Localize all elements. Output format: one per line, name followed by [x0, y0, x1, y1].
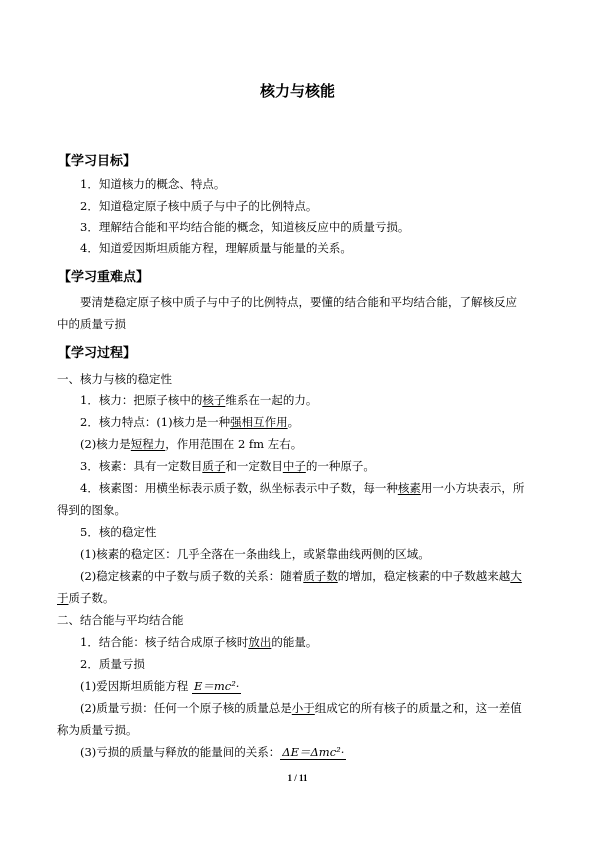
goal-item-3: 3．理解结合能和平均结合能的概念，知道核反应中的质量亏损。	[80, 220, 410, 234]
page-number: 1 / 11	[287, 773, 308, 783]
equation-e-mc2: E＝mc²·	[193, 679, 240, 693]
mass-defect-title: 2．质量亏损	[80, 657, 145, 671]
mass-defect-def: (2)质量亏损：任何一个原子核的质量总是小于组成它的所有核子的质量之和，这一差值	[80, 701, 522, 715]
key-points-para-2: 中的质量亏损	[57, 317, 126, 331]
goal-item-1: 1．知道核力的概念、特点。	[80, 177, 226, 191]
nuclear-force-def: 1．核力：把原子核中的核子维系在一起的力。	[80, 393, 318, 407]
key-points-heading: 【学习重难点】	[58, 270, 150, 285]
page-title: 核力与核能	[259, 82, 335, 100]
stability-ratio-cont: 于质子数。	[57, 591, 115, 605]
nuclide-def: 3．核素：具有一定数目质子和一定数目中子的一种原子。	[80, 459, 375, 473]
nuclide-chart-def-cont: 得到的图象。	[57, 503, 126, 517]
goal-item-4: 4．知道爱因斯坦质能方程，理解质量与能量的关系。	[80, 241, 352, 255]
nuclear-force-feature-2: (2)核力是短程力，作用范围在 2 fm 左右。	[80, 437, 303, 451]
mass-energy-relation: (3)亏损的质量与释放的能量间的关系： ΔE＝Δmc²·	[80, 745, 345, 759]
stability-ratio: (2)稳定核素的中子数与质子数的关系：随着质子数的增加，稳定核素的中子数越来越大	[80, 569, 522, 583]
stability-title: 5．核的稳定性	[80, 525, 157, 539]
goal-item-2: 2．知道稳定原子核中质子与中子的比例特点。	[80, 199, 318, 213]
equation-delta-e: ΔE＝Δmc²·	[282, 745, 345, 759]
process-heading: 【学习过程】	[58, 346, 137, 361]
binding-energy-def: 1．结合能：核子结合成原子核时放出的能量。	[80, 635, 318, 649]
nuclide-chart-def: 4．核素图：用横坐标表示质子数，纵坐标表示中子数，每一种核素用一小方块表示，所	[80, 481, 525, 495]
key-points-para-1: 要清楚稳定原子核中质子与中子的比例特点，要懂的结合能和平均结合能，了解核反应	[80, 295, 517, 309]
stability-region: (1)核素的稳定区：几乎全落在一条曲线上，或紧靠曲线两侧的区域。	[80, 547, 430, 561]
nuclear-force-feature-1: 2．核力特点：(1)核力是一种强相互作用。	[80, 415, 300, 429]
goals-heading: 【学习目标】	[58, 154, 137, 169]
mass-defect-def-cont: 称为质量亏损。	[57, 723, 138, 737]
section-1-title: 一、核力与核的稳定性	[57, 372, 172, 386]
mass-energy-equation: (1)爱因斯坦质能方程 E＝mc²·	[80, 679, 240, 693]
section-2-title: 二、结合能与平均结合能	[57, 613, 184, 627]
